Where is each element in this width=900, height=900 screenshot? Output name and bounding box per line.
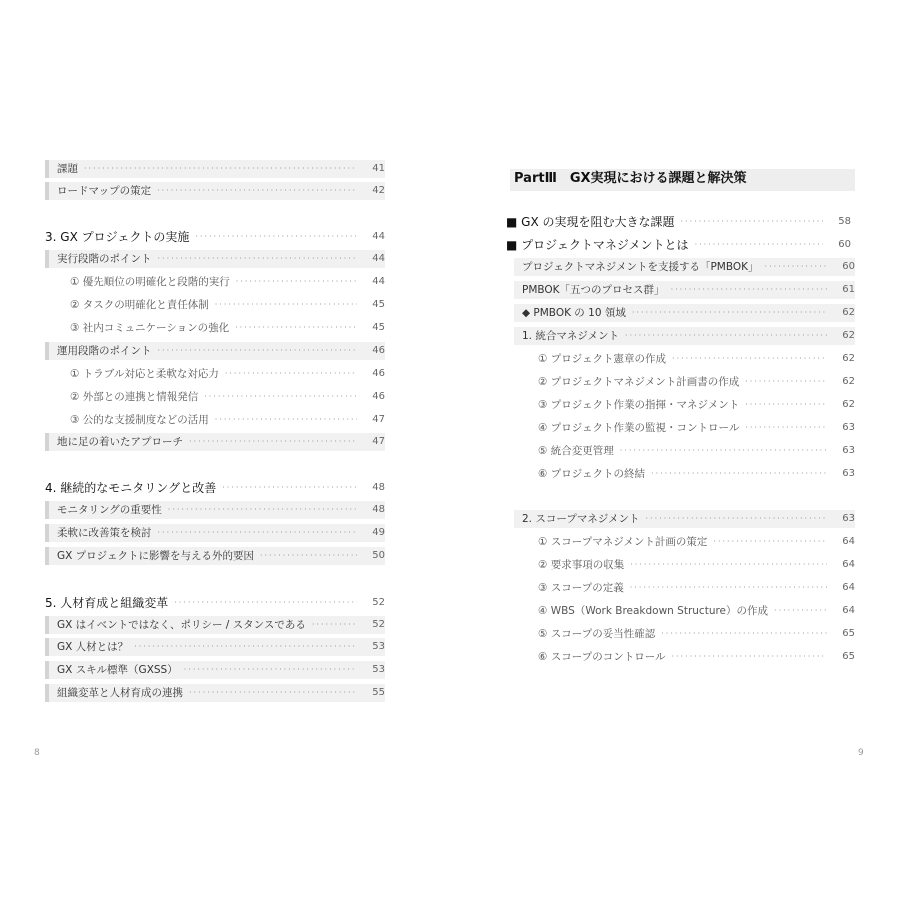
dot-leader [84, 160, 357, 178]
dot-leader [222, 479, 357, 497]
toc-entry-title: 実行段階のポイント [57, 253, 152, 265]
toc-entry [70, 388, 385, 406]
toc-entry-page: 49 [372, 527, 385, 538]
dot-leader [312, 616, 357, 634]
toc-entry-page: 45 [372, 299, 385, 310]
toc-entry [538, 533, 855, 551]
toc-entry-page: 41 [372, 163, 385, 174]
toc-entry-title: ⑤ 統合変更管理 [538, 445, 614, 457]
toc-entry [45, 433, 385, 451]
toc-entry-title: ③ プロジェクト作業の指揮・マネジメント [538, 399, 740, 411]
toc-entry-page: 62 [842, 307, 855, 318]
dot-leader [225, 365, 357, 383]
toc-entry [514, 510, 855, 528]
toc-entry-page: 46 [372, 391, 385, 402]
toc-entry [70, 273, 385, 291]
dot-leader [671, 281, 827, 299]
toc-entry-title: ④ WBS（Work Breakdown Structure）の作成 [538, 605, 769, 617]
toc-entry [45, 182, 385, 200]
dot-leader [632, 304, 827, 322]
dot-leader [134, 638, 357, 656]
dot-leader [672, 350, 827, 368]
toc-entry-page: 48 [372, 482, 385, 493]
toc-entry-title: 2. スコープマネジメント [522, 513, 640, 525]
toc-entry [506, 213, 851, 231]
toc-entry [45, 501, 385, 519]
dot-leader [158, 342, 358, 360]
toc-entry [70, 296, 385, 314]
dot-leader [158, 524, 358, 542]
toc-entry-page: 48 [372, 504, 385, 515]
toc-entry-title: 3. GX プロジェクトの実施 [45, 230, 190, 244]
toc-entry [538, 579, 855, 597]
dot-leader [215, 296, 357, 314]
toc-entry-page: 47 [372, 414, 385, 425]
toc-entry-page: 58 [838, 216, 851, 227]
toc-entry-page: 64 [842, 582, 855, 593]
toc-entry-page: 53 [372, 664, 385, 675]
toc-entry [70, 411, 385, 429]
toc-entry [514, 258, 855, 276]
toc-entry-page: 55 [372, 687, 385, 698]
dot-leader [204, 388, 357, 406]
toc-entry [538, 648, 855, 666]
toc-entry-page: 62 [842, 353, 855, 364]
toc-entry-page: 50 [372, 550, 385, 561]
page-number: 8 [34, 748, 40, 758]
toc-entry-title: ⑥ プロジェクトの終結 [538, 468, 646, 480]
toc-entry [538, 396, 855, 414]
toc-entry-page: 44 [372, 276, 385, 287]
right-page [450, 0, 900, 900]
dot-leader [765, 258, 827, 276]
toc-entry [45, 616, 385, 634]
dot-leader [630, 579, 827, 597]
dot-leader [672, 648, 827, 666]
dot-leader [646, 510, 827, 528]
toc-entry [538, 602, 855, 620]
toc-entry [45, 661, 385, 679]
toc-entry-title: 運用段階のポイント [57, 345, 152, 357]
toc-entry-title: ④ プロジェクト作業の監視・コントロール [538, 422, 740, 434]
toc-entry-title: PMBOK「五つのプロセス群」 [522, 284, 665, 296]
toc-entry-page: 47 [372, 436, 385, 447]
dot-leader [215, 411, 357, 429]
toc-entry-title: ⑥ スコープのコントロール [538, 651, 666, 663]
toc-entry [45, 160, 385, 178]
dot-leader [157, 182, 357, 200]
toc-entry-page: 53 [372, 641, 385, 652]
toc-entry-title: 課題 [57, 163, 78, 175]
toc-entry [45, 479, 385, 497]
toc-entry-page: 60 [838, 239, 851, 250]
toc-entry-page: 46 [372, 368, 385, 379]
toc-entry [514, 281, 855, 299]
toc-entry-page: 65 [842, 628, 855, 639]
toc-entry-page: 65 [842, 651, 855, 662]
toc-entry-page: 63 [842, 468, 855, 479]
toc-entry-page: 64 [842, 605, 855, 616]
toc-entry-title: GX プロジェクトに影響を与える外的要因 [57, 550, 254, 562]
toc-entry-title: ③ スコープの定義 [538, 582, 624, 594]
toc-entry [70, 365, 385, 383]
dot-leader [236, 273, 357, 291]
dot-leader [681, 213, 824, 231]
toc-entry [45, 524, 385, 542]
toc-entry-title: GX はイベントではなく、ポリシー / スタンスである [57, 619, 306, 631]
toc-entry-page: 63 [842, 445, 855, 456]
toc-entry-title: 柔軟に改善策を検討 [57, 527, 152, 539]
toc-entry-page: 52 [372, 619, 385, 630]
toc-entry-title: ① トラブル対応と柔軟な対応力 [70, 368, 219, 380]
dot-leader [174, 594, 357, 612]
dot-leader [745, 373, 827, 391]
toc-entry-page: 46 [372, 345, 385, 356]
toc-entry [70, 319, 385, 337]
dot-leader [184, 661, 357, 679]
toc-entry [514, 304, 855, 322]
toc-entry [45, 547, 385, 565]
toc-entry-title: ◆ PMBOK の 10 領域 [522, 307, 626, 319]
dot-leader [235, 319, 357, 337]
toc-entry-title: ② 外部との連携と情報発信 [70, 391, 199, 403]
toc-entry-title: ② タスクの明確化と責任体制 [70, 299, 209, 311]
toc-entry [45, 594, 385, 612]
dot-leader [260, 547, 357, 565]
toc-entry-page: 64 [842, 536, 855, 547]
toc-entry-title: モニタリングの重要性 [57, 504, 162, 516]
toc-entry-title: ① プロジェクト憲章の作成 [538, 353, 667, 365]
toc-entry [538, 442, 855, 460]
dot-leader [745, 396, 827, 414]
toc-entry-title: 1. 統合マネジメント [522, 330, 620, 342]
dot-leader [695, 236, 823, 254]
toc-entry [506, 236, 851, 254]
toc-entry [45, 250, 385, 268]
toc-entry-title: ② 要求事項の収集 [538, 559, 625, 571]
toc-entry-title: ⑤ スコープの妥当性確認 [538, 628, 656, 640]
page-number: 9 [858, 748, 864, 758]
toc-entry-page: 44 [372, 253, 385, 264]
dot-leader [158, 250, 358, 268]
dot-leader [630, 556, 827, 574]
toc-entry-title: ① スコープマネジメント計画の策定 [538, 536, 708, 548]
toc-entry [538, 556, 855, 574]
dot-leader [651, 465, 827, 483]
toc-entry [538, 465, 855, 483]
toc-entry-title: GX スキル標準（GXSS） [57, 664, 178, 676]
toc-entry-title: ■ プロジェクトマネジメントとは [506, 238, 689, 252]
dot-leader [189, 433, 357, 451]
toc-entry-page: 62 [842, 376, 855, 387]
dot-leader [774, 602, 827, 620]
toc-entry-title: 5. 人材育成と組織変革 [45, 596, 169, 610]
toc-entry-title: 地に足の着いたアプローチ [57, 436, 183, 448]
toc-entry-page: 60 [842, 261, 855, 272]
part-heading: PartⅢ GX実現における課題と解決策 [510, 169, 855, 191]
dot-leader [625, 327, 827, 345]
dot-leader [168, 501, 357, 519]
toc-entry-page: 45 [372, 322, 385, 333]
toc-entry-title: GX 人材とは？ [57, 641, 129, 653]
toc-entry-title: ③ 社内コミュニケーションの強化 [70, 322, 230, 334]
toc-entry-page: 52 [372, 597, 385, 608]
dot-leader [661, 625, 827, 643]
toc-entry-title: 4. 継続的なモニタリングと改善 [45, 481, 217, 495]
toc-entry [538, 625, 855, 643]
toc-entry-title: ロードマップの策定 [57, 185, 152, 197]
toc-entry-title: ① 優先順位の明確化と段階的実行 [70, 276, 230, 288]
toc-entry [45, 342, 385, 360]
toc-entry [45, 638, 385, 656]
toc-entry-page: 61 [842, 284, 855, 295]
toc-entry-page: 64 [842, 559, 855, 570]
toc-entry-title: ② プロジェクトマネジメント計画書の作成 [538, 376, 740, 388]
toc-entry-title: プロジェクトマネジメントを支援する「PMBOK」 [522, 261, 759, 273]
toc-entry [45, 684, 385, 702]
toc-entry-title: 組織変革と人材育成の連携 [57, 687, 183, 699]
toc-entry-page: 63 [842, 513, 855, 524]
toc-entry-page: 63 [842, 422, 855, 433]
toc-entry-page: 42 [372, 185, 385, 196]
toc-entry [538, 373, 855, 391]
toc-entry-page: 62 [842, 330, 855, 341]
dot-leader [713, 533, 827, 551]
dot-leader [189, 684, 357, 702]
dot-leader [745, 419, 827, 437]
toc-entry [514, 327, 855, 345]
dot-leader [195, 228, 357, 246]
toc-entry-page: 62 [842, 399, 855, 410]
toc-entry-title: ■ GX の実現を阻む大きな課題 [506, 215, 675, 229]
dot-leader [620, 442, 827, 460]
toc-entry-page: 44 [372, 231, 385, 242]
toc-entry [45, 228, 385, 246]
toc-entry [538, 350, 855, 368]
toc-entry [538, 419, 855, 437]
toc-entry-title: ③ 公的な支援制度などの活用 [70, 414, 209, 426]
